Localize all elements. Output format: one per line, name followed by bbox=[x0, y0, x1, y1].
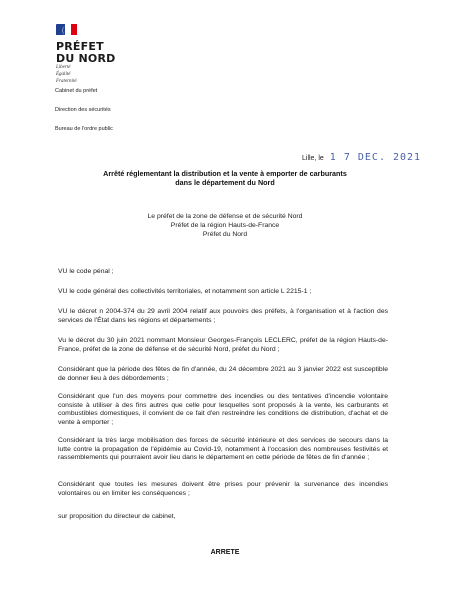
marianne-emblem-icon bbox=[56, 24, 78, 40]
service-direction: Direction des sécurités bbox=[55, 107, 111, 113]
date-place: Lille, le bbox=[302, 155, 324, 162]
sur-proposition: sur proposition du directeur de cabinet, bbox=[58, 513, 176, 520]
authority-line2: Préfet de la région Hauts-de-France bbox=[170, 222, 280, 229]
document-date bbox=[302, 152, 421, 163]
issuing-services bbox=[55, 88, 113, 145]
vu-code-penal: VU le code pénal ; bbox=[58, 268, 114, 275]
service-cabinet: Cabinet du préfet bbox=[55, 88, 98, 94]
considerant-mesures: Considérant que toutes les mesures doivent être prises pour prévenir la survenance des incendies volontaires ou en limiter les conséquences ; bbox=[58, 481, 388, 497]
vu-code-collectivites: VU le code général des collectivités territoriales, et notamment son article L 2215-1 ; bbox=[58, 288, 312, 295]
logo-title-line1: PRÉFET bbox=[56, 40, 104, 53]
logo-title-line2: DU NORD bbox=[56, 52, 116, 65]
prefecture-logo bbox=[56, 24, 126, 85]
authority-line3: Préfet du Nord bbox=[202, 231, 248, 238]
authority-line1: Le préfet de la zone de défense et de sécurité Nord bbox=[147, 213, 303, 220]
motto-fraternite: Fraternité bbox=[56, 79, 77, 84]
document-title-line1: Arrêté réglementant la distribution et la vente à emporter de carburants bbox=[103, 169, 347, 178]
motto-egalite: Égalité bbox=[56, 72, 71, 77]
vu-decret-2004: VU le décret n 2004-374 du 29 avril 2004 relatif aux pouvoirs des préfets, à l'organisation et à l'action des services de l'État dans les régions et départements ; bbox=[58, 308, 388, 324]
service-bureau: Bureau de l'ordre public bbox=[55, 126, 113, 132]
motto-liberte: Liberté bbox=[56, 65, 71, 70]
considerant-incendies: Considérant que l'un des moyens pour commettre des incendies ou des tentatives d'incendie volontaire consiste à utiliser à des fins autres que celle pour lesquelles sont proposés à la vente, les carburants et combustibles domestiques, il convient de ce fait d'en restreindre les conditions de distribution, d'achat et de vente à emporter ; bbox=[58, 393, 388, 427]
date-stamp: 1 7 DEC. 2021 bbox=[329, 152, 422, 163]
considerant-covid: Considérant la très large mobilisation des forces de sécurité intérieure et des services de secours dans la lutte contre la propagation de l'épidémie au Covid-19, notamment à l'occasion des nombreuses festivités et rassemblements qui pourraient avoir lieu dans le département en cette période de fêtes de fin d'année ; bbox=[58, 437, 388, 462]
arrete-heading: ARRETE bbox=[210, 549, 240, 556]
vu-decret-2021: Vu le décret du 30 juin 2021 nommant Monsieur Georges-François LECLERC, préfet de la région Hauts-de-France, préfet de la zone de défense et de sécurité Nord, préfet du Nord ; bbox=[58, 337, 388, 353]
document-title-line2: dans le département du Nord bbox=[175, 178, 275, 187]
considerant-fetes: Considérant que la période des fêtes de fin d'année, du 24 décembre 2021 au 3 janvier 2022 est susceptible de donner lieu à des débordements ; bbox=[58, 366, 388, 382]
